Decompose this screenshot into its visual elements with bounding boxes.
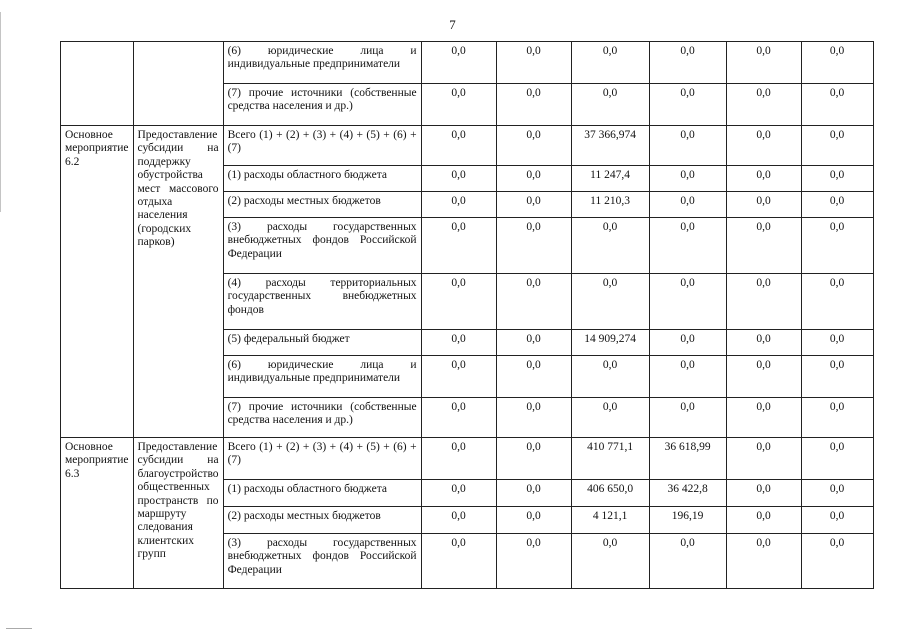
value-cell: 0,0 [649,192,726,218]
value-cell: 0,0 [726,166,801,192]
source-cell: (1) расходы областного бюджета [223,166,421,192]
value-cell: 0,0 [649,84,726,126]
value-cell: 11 210,3 [571,192,649,218]
value-cell: 36 618,99 [649,438,726,480]
value-cell: 0,0 [496,480,571,507]
value-cell: 0,0 [421,126,496,166]
value-cell: 0,0 [649,534,726,589]
value-cell: 0,0 [649,398,726,438]
value-cell: 37 366,974 [571,126,649,166]
value-cell: 0,0 [801,274,873,330]
source-cell: (4) расходы территориальных государственных внебюджетных фондов [223,274,421,330]
value-cell: 0,0 [496,398,571,438]
value-cell: 0,0 [421,274,496,330]
value-cell: 0,0 [571,42,649,84]
value-cell: 0,0 [801,480,873,507]
value-cell: 406 650,0 [571,480,649,507]
value-cell: 0,0 [726,480,801,507]
value-cell: 0,0 [421,192,496,218]
value-cell: 0,0 [649,166,726,192]
value-cell: 0,0 [421,330,496,356]
value-cell: 0,0 [801,126,873,166]
value-cell: 0,0 [726,192,801,218]
value-cell: 0,0 [496,534,571,589]
value-cell: 0,0 [496,507,571,534]
value-cell: 0,0 [801,330,873,356]
value-cell: 0,0 [726,218,801,274]
value-cell: 0,0 [801,438,873,480]
value-cell: 0,0 [571,274,649,330]
value-cell: 0,0 [726,438,801,480]
activity-cell: Основное мероприятие 6.3 [61,438,134,589]
value-cell: 0,0 [421,166,496,192]
value-cell: 196,19 [649,507,726,534]
source-cell: (2) расходы местных бюджетов [223,192,421,218]
source-cell: Всего (1) + (2) + (3) + (4) + (5) + (6) + (7) [223,438,421,480]
table-row [61,126,874,166]
value-cell: 0,0 [801,356,873,398]
value-cell: 0,0 [649,218,726,274]
value-cell: 0,0 [801,192,873,218]
value-cell: 4 121,1 [571,507,649,534]
page-number: 7 [449,17,456,32]
value-cell: 0,0 [726,534,801,589]
value-cell: 0,0 [421,398,496,438]
value-cell: 0,0 [726,398,801,438]
value-cell: 11 247,4 [571,166,649,192]
value-cell: 0,0 [726,330,801,356]
source-cell: (1) расходы областного бюджета [223,480,421,507]
value-cell: 0,0 [421,356,496,398]
activity-cell [61,42,134,126]
source-cell: (2) расходы местных бюджетов [223,507,421,534]
value-cell: 0,0 [496,84,571,126]
value-cell: 0,0 [726,42,801,84]
value-cell: 36 422,8 [649,480,726,507]
description-cell [133,42,223,126]
value-cell: 0,0 [571,534,649,589]
source-cell: (7) прочие источники (собственные средства населения и др.) [223,398,421,438]
value-cell: 0,0 [421,534,496,589]
source-cell: (3) расходы государственных внебюджетных фондов Российской Федерации [223,218,421,274]
source-cell: (5) федеральный бюджет [223,330,421,356]
table-row [61,438,874,480]
value-cell: 0,0 [649,126,726,166]
value-cell: 0,0 [571,218,649,274]
value-cell: 0,0 [726,507,801,534]
description-cell: Предоставление субсидии на поддержку обустройства мест массового отдыха населения (городских парков) [133,126,223,438]
source-cell: Всего (1) + (2) + (3) + (4) + (5) + (6) + (7) [223,126,421,166]
value-cell: 0,0 [801,218,873,274]
value-cell: 0,0 [649,274,726,330]
description-cell: Предоставление субсидии на благоустройство общественных пространств по маршруту следования клиентских групп [133,438,223,589]
budget-table [60,41,874,589]
value-cell: 0,0 [496,126,571,166]
value-cell: 0,0 [801,398,873,438]
source-cell: (6) юридические лица и индивидуальные предприниматели [223,42,421,84]
value-cell: 0,0 [801,166,873,192]
value-cell: 0,0 [496,166,571,192]
value-cell: 0,0 [496,356,571,398]
value-cell: 0,0 [496,192,571,218]
value-cell: 0,0 [496,438,571,480]
value-cell: 0,0 [801,42,873,84]
scan-mark [6,628,32,629]
value-cell: 0,0 [496,274,571,330]
value-cell: 0,0 [801,534,873,589]
value-cell: 0,0 [649,356,726,398]
value-cell: 0,0 [421,507,496,534]
value-cell: 0,0 [421,438,496,480]
value-cell: 0,0 [496,330,571,356]
value-cell: 0,0 [571,356,649,398]
value-cell: 0,0 [801,84,873,126]
source-cell: (3) расходы государственных внебюджетных фондов Российской Федерации [223,534,421,589]
value-cell: 0,0 [571,398,649,438]
value-cell: 0,0 [421,218,496,274]
value-cell: 0,0 [726,84,801,126]
value-cell: 0,0 [421,42,496,84]
value-cell: 14 909,274 [571,330,649,356]
value-cell: 0,0 [726,274,801,330]
source-cell: (6) юридические лица и индивидуальные предприниматели [223,356,421,398]
value-cell: 410 771,1 [571,438,649,480]
value-cell: 0,0 [726,356,801,398]
value-cell: 0,0 [421,84,496,126]
value-cell: 0,0 [649,330,726,356]
value-cell: 0,0 [801,507,873,534]
activity-cell: Основное мероприятие 6.2 [61,126,134,438]
scan-mark [0,12,1,212]
table-row [61,42,874,84]
value-cell: 0,0 [726,126,801,166]
value-cell: 0,0 [649,42,726,84]
value-cell: 0,0 [421,480,496,507]
value-cell: 0,0 [496,42,571,84]
source-cell: (7) прочие источники (собственные средства населения и др.) [223,84,421,126]
value-cell: 0,0 [496,218,571,274]
value-cell: 0,0 [571,84,649,126]
